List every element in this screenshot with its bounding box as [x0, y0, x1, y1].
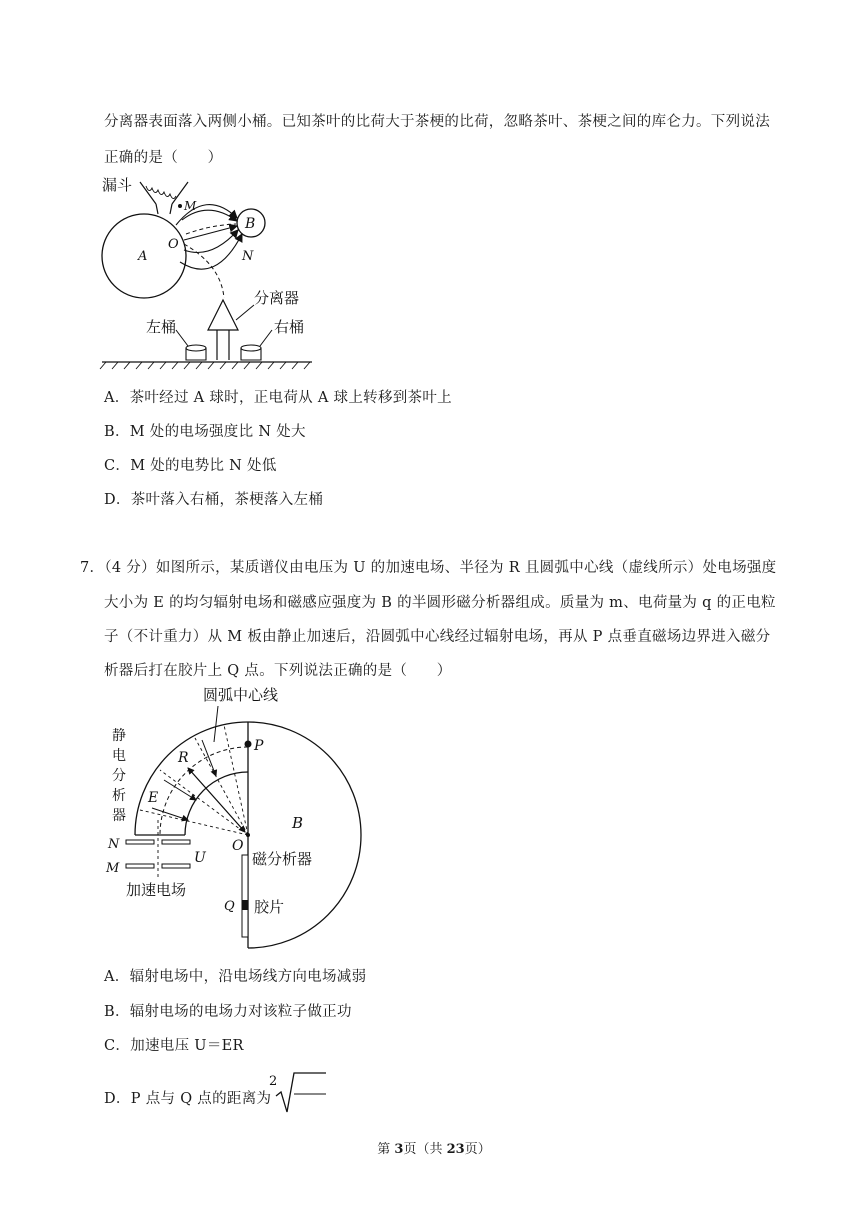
radius-arrow-back [188, 768, 245, 832]
plate-m-right [162, 864, 190, 868]
q6-stem-line1: 分离器表面落入两侧小桶。已知茶叶的比荷大于茶梗的比荷，忽略茶叶、茶梗之间的库仑力。下列说法 [104, 114, 770, 130]
q6-label-separator: 分离器 [254, 289, 300, 307]
q7-stem-line2: 大小为 E 的均匀辐射电场和磁感应强度为 B 的半圆形磁分析器组成。质量为 m、电荷量为 q 的正电粒 [104, 595, 776, 611]
q7-option-d [104, 1087, 271, 1108]
q7-label-esa-3: 分 [112, 768, 126, 784]
q6-label-funnel: 漏斗 [102, 176, 133, 194]
q6-label-b: B [245, 216, 256, 232]
point-p [245, 741, 252, 748]
q7-stem-line1: 7．（4 分）如图所示，某质谱仪由电压为 U 的加速电场、半径为 R 且圆弧中心线（虚线所示）处电场强度 [80, 560, 777, 576]
field-arrow [152, 808, 188, 820]
q7-label-p: P [254, 738, 264, 754]
q6-option-a: A．茶叶经过 A 球时，正电荷从 A 球上转移到茶叶上 [104, 390, 452, 406]
formula-coefficient: 2 [269, 1074, 278, 1089]
plate-m-left [126, 864, 154, 868]
left-bucket-rim [186, 345, 206, 351]
point-m-dot [178, 204, 182, 208]
q7-label-n: N [108, 837, 120, 852]
q7-label-esa-4: 析 [112, 788, 126, 804]
q7-label-esa-2: 电 [112, 748, 126, 764]
q7-option-b: B．辐射电场的电场力对该粒子做正功 [104, 1004, 352, 1020]
q6-label-m: M [184, 199, 197, 213]
radial-dashed-lines [140, 722, 248, 835]
footer-page-number: 3 [394, 1142, 404, 1157]
point-q-mark [242, 900, 248, 910]
q7-label-esa-5: 器 [112, 808, 126, 824]
film [242, 855, 248, 937]
q7-label-accel: 加速电场 [126, 881, 187, 899]
q6-label-left-bucket: 左桶 [146, 318, 177, 336]
q6-label-n: N [242, 249, 254, 264]
arc-center-pointer [214, 706, 218, 742]
q7-label-arc-center: 圆弧中心线 [203, 686, 279, 704]
q7-label-o: O [232, 838, 244, 854]
right-bucket-pointer [260, 330, 272, 346]
footer-middle: 页（共 [403, 1142, 447, 1157]
q7-stem-line4: 析器后打在胶片上 Q 点。下列说法正确的是（ ） [104, 663, 452, 679]
left-bucket-pointer [176, 330, 188, 346]
q7-label-u: U [194, 850, 206, 866]
q6-option-c: C．M 处的电势比 N 处低 [104, 458, 277, 474]
footer-suffix: 页） [464, 1142, 491, 1157]
funnel-shape [140, 182, 188, 214]
footer-total-pages: 23 [446, 1142, 465, 1157]
q7-label-e: E [148, 790, 159, 806]
separator-stand [217, 330, 229, 360]
q6-label-right-bucket: 右桶 [274, 318, 305, 336]
sqrt-sign [276, 1073, 326, 1112]
field-line [184, 226, 237, 240]
separator-pointer [236, 305, 254, 320]
q7-option-c: C．加速电压 U＝ER [104, 1038, 244, 1054]
q7-label-film: 胶片 [254, 898, 285, 916]
ground-hatching [100, 362, 310, 369]
q6-stem-line2: 正确的是（ ） [104, 150, 223, 166]
plate-n-right [162, 840, 190, 844]
point-o [246, 833, 250, 837]
field-arrow [202, 740, 216, 776]
q7-label-m: M [106, 861, 120, 876]
q7-label-magnetic-analyzer: 磁分析器 [252, 850, 313, 868]
q6-label-o: O [168, 237, 179, 252]
q7-option-a: A．辐射电场中，沿电场线方向电场减弱 [104, 969, 367, 985]
q6-option-b: B．M 处的电场强度比 N 处大 [104, 424, 306, 440]
q6-option-d: D．茶叶落入右桶，茶梗落入左桶 [104, 492, 324, 508]
footer-prefix: 第 [377, 1142, 395, 1157]
q7-figure [100, 680, 380, 960]
q7-option-d-text: D．P 点与 Q 点的距离为 [104, 1091, 272, 1107]
esa-inner-arc [185, 772, 248, 835]
q6-figure [96, 170, 326, 370]
esa-outer-arc [135, 722, 248, 835]
page-footer [0, 1138, 868, 1157]
plate-n-left [126, 840, 154, 844]
right-bucket-rim [241, 345, 261, 351]
q7-label-b: B [292, 814, 304, 832]
q6-label-a: A [138, 249, 148, 264]
separator [208, 300, 238, 330]
q7-label-q: Q [224, 899, 235, 914]
q7-label-esa-1: 静 [112, 728, 126, 744]
arc-center-line [160, 747, 248, 835]
q7-label-r: R [178, 750, 189, 766]
q7-stem-line3: 子（不计重力）从 M 板由静止加速后，沿圆弧中心线经过辐射电场，再从 P 点垂直磁场边界进入磁分 [104, 629, 771, 645]
q7-option-d-formula [266, 1068, 336, 1114]
